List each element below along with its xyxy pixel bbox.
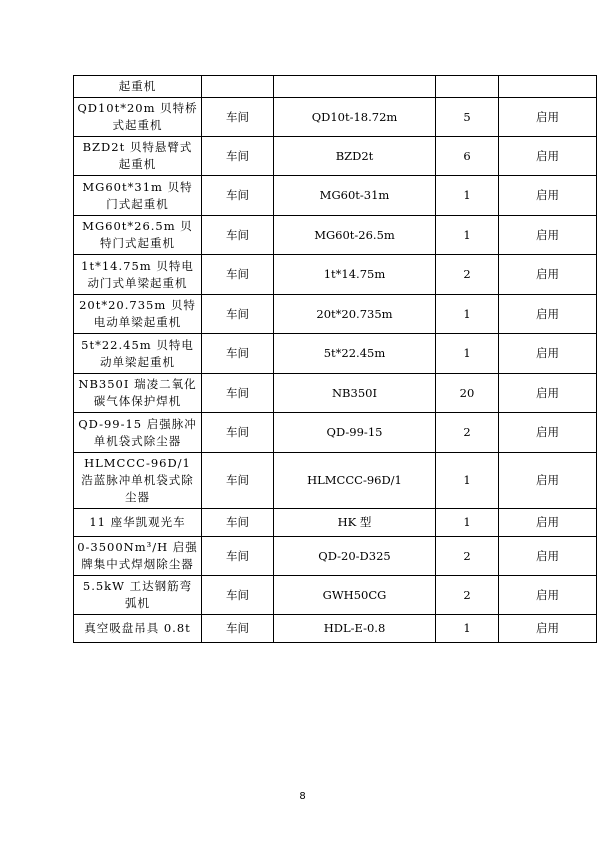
equipment-name-cell: 0-3500Nm³/H 启强牌集中式焊烟除尘器 [74,537,202,576]
status-cell: 启用 [499,413,597,453]
equipment-name-cell: 1t*14.75m 贝特电动门式单梁起重机 [74,255,202,295]
status-cell: 启用 [499,216,597,255]
status-cell: 启用 [499,334,597,374]
location-cell: 车间 [202,295,274,334]
model-cell: HDL-E-0.8 [274,615,436,643]
location-cell: 车间 [202,176,274,216]
equipment-name-cell: 11 座华凯观光车 [74,509,202,537]
quantity-cell: 1 [436,334,499,374]
status-cell: 启用 [499,615,597,643]
quantity-cell: 1 [436,176,499,216]
model-cell: BZD2t [274,137,436,176]
model-cell: 1t*14.75m [274,255,436,295]
location-cell: 车间 [202,374,274,413]
table-row [74,255,597,295]
equipment-name-cell: 5.5kW 工达钢筋弯弧机 [74,576,202,615]
status-cell: 启用 [499,576,597,615]
equipment-name-cell: HLMCCC-96D/1 浩蓝脉冲单机袋式除尘器 [74,453,202,509]
quantity-cell: 6 [436,137,499,176]
quantity-cell: 20 [436,374,499,413]
table-row [74,334,597,374]
status-cell: 启用 [499,374,597,413]
status-cell: 启用 [499,453,597,509]
model-cell: QD10t-18.72m [274,98,436,137]
table-row [74,413,597,453]
status-cell: 启用 [499,176,597,216]
table-row [74,176,597,216]
equipment-name-cell: MG60t*26.5m 贝特门式起重机 [74,216,202,255]
equipment-table [73,75,597,643]
location-cell: 车间 [202,216,274,255]
equipment-name-cell: MG60t*31m 贝特门式起重机 [74,176,202,216]
table-row [74,576,597,615]
location-cell: 车间 [202,537,274,576]
status-cell: 启用 [499,537,597,576]
table-row [74,295,597,334]
equipment-table-body [74,76,597,643]
model-cell [274,76,436,98]
equipment-name-cell: 5t*22.45m 贝特电动单梁起重机 [74,334,202,374]
model-cell: QD-20-D325 [274,537,436,576]
table-row [74,216,597,255]
table-row [74,374,597,413]
status-cell [499,76,597,98]
equipment-name-cell: 真空吸盘吊具 0.8t [74,615,202,643]
location-cell: 车间 [202,509,274,537]
status-cell: 启用 [499,255,597,295]
quantity-cell: 1 [436,509,499,537]
quantity-cell: 1 [436,453,499,509]
table-row [74,509,597,537]
quantity-cell: 5 [436,98,499,137]
model-cell: NB350I [274,374,436,413]
location-cell: 车间 [202,334,274,374]
model-cell: HK 型 [274,509,436,537]
equipment-name-cell: QD-99-15 启强脉冲单机袋式除尘器 [74,413,202,453]
quantity-cell: 2 [436,576,499,615]
status-cell: 启用 [499,98,597,137]
equipment-name-cell: 起重机 [74,76,202,98]
table-row [74,137,597,176]
model-cell: GWH50CG [274,576,436,615]
table-row [74,615,597,643]
model-cell: 5t*22.45m [274,334,436,374]
equipment-name-cell: BZD2t 贝特悬臂式起重机 [74,137,202,176]
location-cell: 车间 [202,98,274,137]
model-cell: HLMCCC-96D/1 [274,453,436,509]
equipment-name-cell: 20t*20.735m 贝特电动单梁起重机 [74,295,202,334]
location-cell [202,76,274,98]
equipment-name-cell: NB350I 瑞凌二氧化碳气体保护焊机 [74,374,202,413]
location-cell: 车间 [202,255,274,295]
model-cell: 20t*20.735m [274,295,436,334]
model-cell: MG60t-26.5m [274,216,436,255]
location-cell: 车间 [202,137,274,176]
location-cell: 车间 [202,615,274,643]
status-cell: 启用 [499,509,597,537]
quantity-cell: 1 [436,216,499,255]
table-row [74,76,597,98]
quantity-cell: 2 [436,255,499,295]
status-cell: 启用 [499,137,597,176]
quantity-cell: 2 [436,537,499,576]
quantity-cell: 1 [436,615,499,643]
equipment-name-cell: QD10t*20m 贝特桥式起重机 [74,98,202,137]
page-number: 8 [299,791,306,802]
location-cell: 车间 [202,576,274,615]
quantity-cell: 2 [436,413,499,453]
table-row [74,537,597,576]
table-row [74,453,597,509]
table-row [74,98,597,137]
model-cell: MG60t-31m [274,176,436,216]
location-cell: 车间 [202,413,274,453]
model-cell: QD-99-15 [274,413,436,453]
status-cell: 启用 [499,295,597,334]
location-cell: 车间 [202,453,274,509]
quantity-cell [436,76,499,98]
quantity-cell: 1 [436,295,499,334]
